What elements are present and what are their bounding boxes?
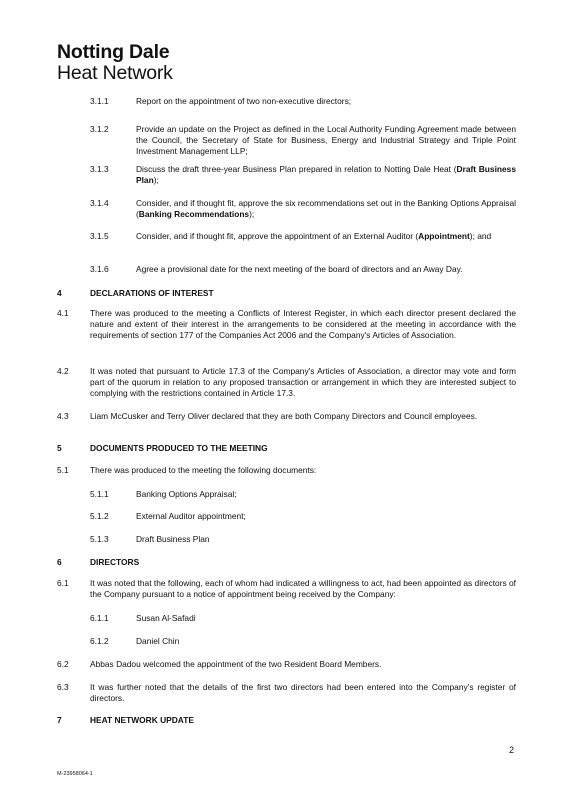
item-text: Banking Options Appraisal; <box>136 489 237 499</box>
logo <box>57 43 173 83</box>
page-number: 2 <box>508 745 514 755</box>
item-number: 6.1.1 <box>90 613 109 623</box>
section-title: DECLARATIONS OF INTEREST <box>90 288 214 298</box>
item-number: 4.3 <box>57 411 69 421</box>
item-number: 4.1 <box>57 308 69 318</box>
item-text: It was noted that pursuant to Article 17.3 of the Company's Articles of Association, a director may vote and form part of the quorum in relation to any proposed transaction or arrangement in which they are interested subject to complying with the restrictions contained in Article 17.3. <box>90 366 516 399</box>
item-number: 5.1.1 <box>90 489 109 499</box>
item-text: It was noted that the following, each of whom had indicated a willingness to act, had been appointed as directors of the Company pursuant to a notice of appointment being received by the Company: <box>90 578 516 600</box>
section-number: 5 <box>57 443 62 453</box>
item-number: 6.1.2 <box>90 636 109 646</box>
item-number: 3.1.1 <box>90 96 109 106</box>
item-number: 5.1.2 <box>90 511 109 521</box>
item-text-a: Consider, and if thought fit, approve the six recommendations set out in the Banking Options Appraisal ( <box>136 198 516 220</box>
section-title: DOCUMENTS PRODUCED TO THE MEETING <box>90 443 268 453</box>
section-number: 7 <box>57 715 62 725</box>
item-text: There was produced to the meeting the following documents: <box>90 465 317 475</box>
item-text: It was further noted that the details of the first two directors had been entered into the Company’s register of directors. <box>90 682 516 704</box>
logo-line1: Notting Dale <box>57 41 170 63</box>
section-number: 6 <box>57 557 62 567</box>
item-text <box>136 164 516 186</box>
item-number: 3.1.3 <box>90 164 109 174</box>
item-text: Agree a provisional date for the next meeting of the board of directors and an Away Day. <box>136 264 463 274</box>
item-text-a: Discuss the draft three-year Business Plan prepared in relation to Notting Dale Heat ( <box>136 164 457 174</box>
item-text-b: ); <box>153 175 159 186</box>
item-text: Liam McCusker and Terry Oliver declared that they are both Company Directors and Council employees. <box>90 411 478 421</box>
item-number: 6.2 <box>57 659 69 669</box>
item-number: 3.1.5 <box>90 231 109 241</box>
document-reference: M-23958064-1 <box>57 771 93 777</box>
item-text: Draft Business Plan <box>136 534 210 544</box>
item-text-b: ); <box>249 209 255 220</box>
section-title: DIRECTORS <box>90 557 140 567</box>
defined-term: Banking Recommendations <box>138 209 250 220</box>
item-text <box>136 198 516 220</box>
section-number: 4 <box>57 288 62 298</box>
item-number: 6.1 <box>57 578 69 588</box>
item-number: 4.2 <box>57 366 69 376</box>
item-text: Daniel Chin <box>136 636 180 646</box>
item-number: 6.3 <box>57 682 69 692</box>
item-text: Provide an update on the Project as defined in the Local Authority Funding Agreement made between the Council, the Secretary of State for Business, Energy and Industrial Strategy and Triple Point Investment Management LLP; <box>136 124 516 157</box>
item-text: Report on the appointment of two non-executive directors; <box>136 96 352 106</box>
item-text: Abbas Dadou welcomed the appointment of the two Resident Board Members. <box>90 659 382 669</box>
defined-term: Appointment <box>418 231 470 241</box>
item-text: External Auditor appointment; <box>136 511 246 521</box>
logo-line2: Heat Network <box>57 61 173 84</box>
item-number: 5.1.3 <box>90 534 109 544</box>
item-text <box>136 231 516 242</box>
item-number: 3.1.2 <box>90 124 109 134</box>
defined-term: Draft Business Plan <box>136 164 516 186</box>
item-number: 3.1.6 <box>90 264 109 274</box>
item-text: Susan Al-Safadi <box>136 613 196 623</box>
item-text-a: Consider, and if thought fit, approve the appointment of an External Auditor ( <box>136 231 419 241</box>
item-text: There was produced to the meeting a Conflicts of Interest Register, in which each director present declared the nature and extent of their interest in the arrangements to be considered at the meeting in accordance with the requirements of section 177 of the Companies Act 2006 and the Company's Articles of Association. <box>90 308 516 341</box>
section-title: HEAT NETWORK UPDATE <box>90 715 194 725</box>
item-number: 5.1 <box>57 465 69 475</box>
item-text-b: ); and <box>469 231 492 241</box>
item-number: 3.1.4 <box>90 198 109 208</box>
